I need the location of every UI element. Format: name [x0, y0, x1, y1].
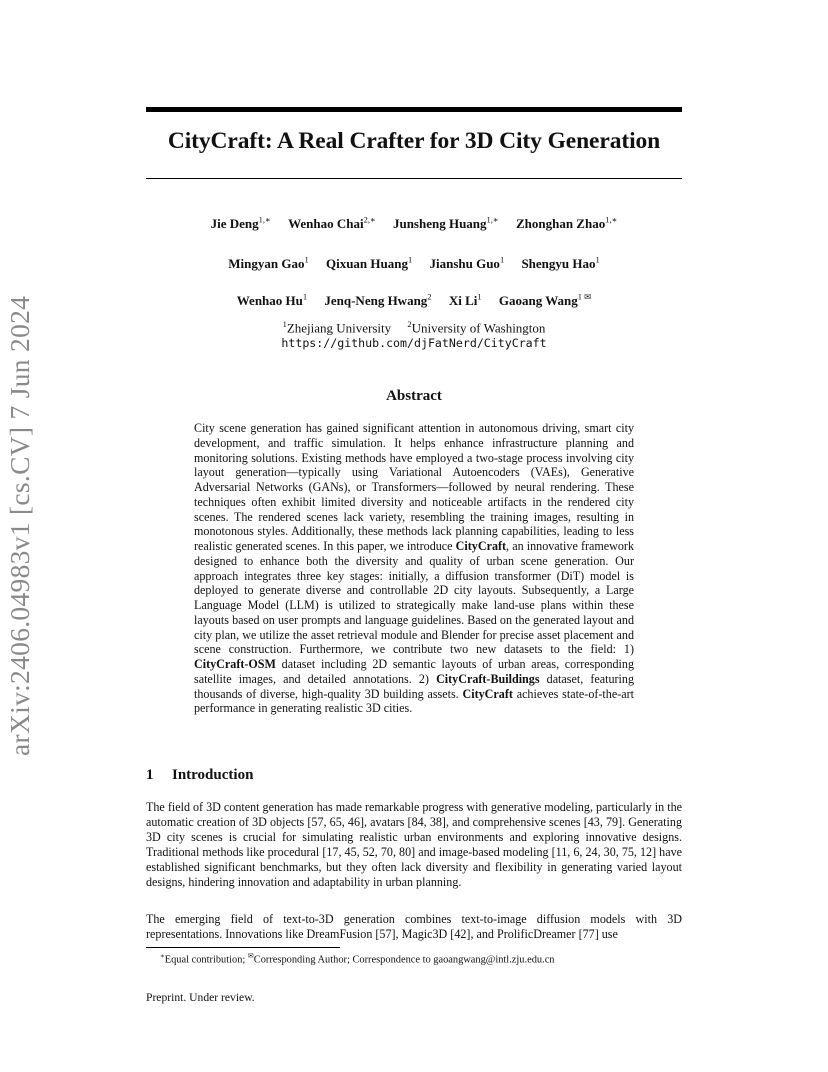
author: Jenq-Neng Hwang$^2$: [324, 292, 432, 309]
intro-paragraph-1: The field of 3D content generation has made remarkable progress with generative modeling, particularly in the automatic creation of 3D objects [57, 65, 46], avatars [84, 38], and comprehensive scenes [43, 79]. Generating 3D city scenes is crucial for simulating realistic urban environments and exploring innovative designs. Traditional methods like procedural [17, 45, 52, 70, 80] and image-based modeling [11, 6, 24, 30, 75, 12] have established significant benchmarks, but they often lack diversity and flexibility in generating varied layout designs, hindering innovation and adaptability in urban planning.: [146, 800, 682, 889]
author: Mingyan Gao$^1$: [228, 255, 309, 272]
author-row-1: [146, 215, 682, 232]
author: Shengyu Hao$^1$: [521, 255, 600, 272]
author: Jianshu Guo$^1$: [429, 255, 505, 272]
author-row-3: [146, 292, 682, 309]
author: Jie Deng$^{1,∗}$: [210, 215, 271, 232]
intro-paragraph-2: The emerging field of text-to-3D generation combines text-to-image diffusion models with 3D representations. Innovations like DreamFusion [57], Magic3D [42], and ProlificDreamer [77] use: [146, 912, 682, 941]
abstract-heading: Abstract: [386, 388, 442, 404]
title-bottom-rule: [146, 178, 682, 179]
author: Wenhao Chai$^{2,∗}$: [288, 215, 376, 232]
preprint-note: Preprint. Under review.: [146, 991, 255, 1004]
abstract-text: City scene generation has gained significant attention in autonomous driving, smart city development, and traffic simulation. It helps enhance infrastructure planning and monitoring solutions. Existing methods have employed a two-stage process involving city layout generation—typically using Variational Autoencoders (VAEs), Generative Adversarial Networks (GANs), or Transformers—followed by neural rendering. These techniques often exhibit limited diversity and noticeable artifacts in the rendered city scenes. The rendered scenes lack variety, resembling the training images, resulting in monotonous styles. Additionally, these methods lack planning capabilities, leading to less realistic generated scenes. In this paper, we introduce CityCraft, an innovative framework designed to enhance both the diversity and quality of urban scene generation. Our approach integrates three key stages: initially, a diffusion transformer (DiT) model is deployed to generate diverse and controllable 2D city layouts. Subsequently, a Large Language Model (LLM) is utilized to strategically make land-use plans within these layouts based on user prompts and language guidelines. Based on the generated layout and city plan, we utilize the asset retrieval module and Blender for precise asset placement and scene construction. Furthermore, we contribute two new datasets to the field: 1) CityCraft-OSM dataset including 2D semantic layouts of urban areas, corresponding satellite images, and detailed annotations. 2) CityCraft-Buildings dataset, featuring thousands of diverse, high-quality 3D building assets. CityCraft achieves state-of-the-art performance in generating realistic 3D cities.: [194, 421, 634, 716]
author: Zhonghan Zhao$^{1,∗}$: [515, 215, 618, 232]
author: Gaoang Wang$^{1 ✉}$: [498, 292, 592, 309]
footnote: ∗Equal contribution; ✉Corresponding Author; Correspondence to gaoangwang@intl.zju.edu.cn: [160, 952, 555, 966]
affiliations: $^1$Zhejiang University $^2$University of Washington: [282, 319, 546, 336]
arxiv-stamp: arXiv:2406.04983v1 [cs.CV] 7 Jun 2024: [4, 295, 35, 756]
author: Qixuan Huang$^1$: [325, 255, 413, 272]
project-url[interactable]: https://github.com/djFatNerd/CityCraft: [281, 336, 547, 350]
title-top-rule: [146, 107, 682, 112]
author: Junsheng Huang$^{1,∗}$: [392, 215, 499, 232]
paper-title: CityCraft: A Real Crafter for 3D City Generation: [167, 128, 661, 154]
author-row-2: [146, 255, 682, 272]
section-heading: 1 Introduction: [146, 767, 254, 783]
footnote-rule: [146, 947, 340, 948]
author: Wenhao Hu$^1$: [236, 292, 308, 309]
author: Xi Li$^1$: [448, 292, 482, 309]
